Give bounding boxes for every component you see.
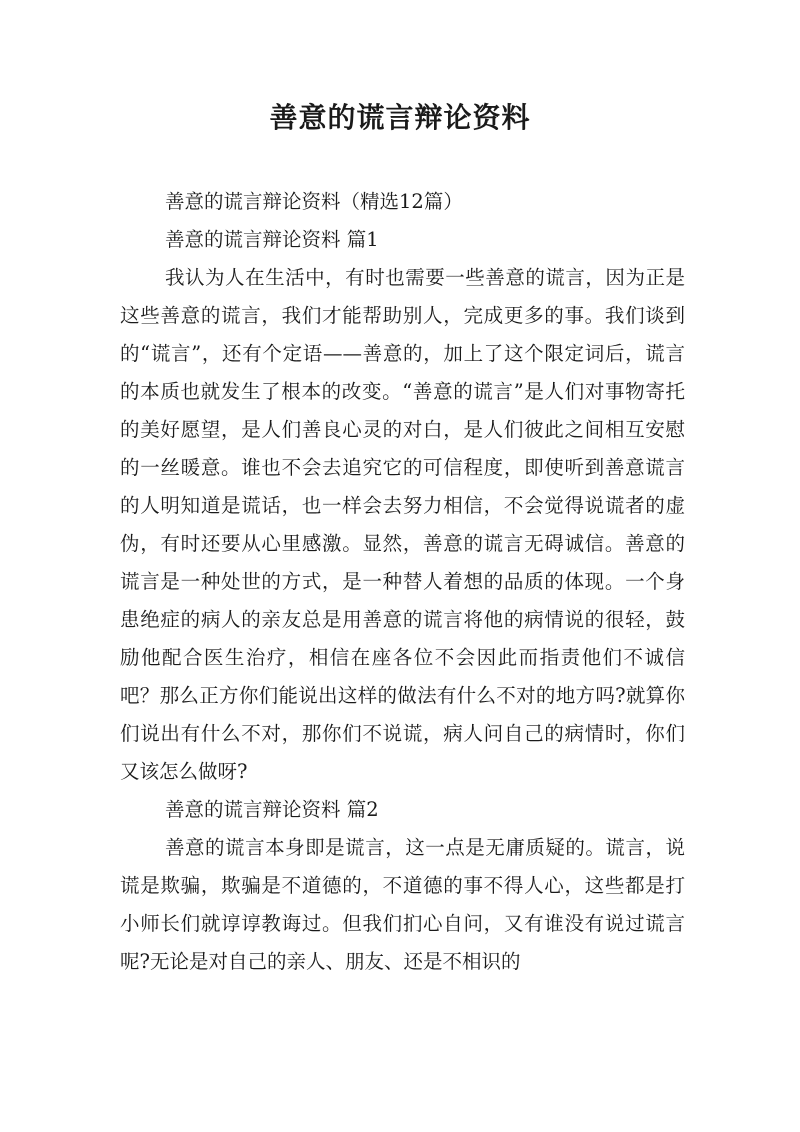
document-title: 善意的谎言辩论资料 <box>269 101 531 134</box>
section-paragraph: 善意的谎言本身即是谎言，这一点是无庸质疑的。谎言，说谎是欺骗，欺骗是不道德的，不道德的事不得人心，这些都是打小师长们就谆谆教诲过。但我们扪心自问，又有谁没有说过谎言呢?无论是对自己的亲人、朋友、还是不相识的 <box>120 836 685 973</box>
section-heading: 善意的谎言辩论资料 篇1 <box>165 228 379 251</box>
section-paragraph: 我认为人在生活中，有时也需要一些善意的谎言，因为正是这些善意的谎言，我们才能帮助别人，完成更多的事。我们谈到的“谎言”，还有个定语——善意的，加上了这个限定词后，谎言的本质也就发生了根本的改变。“善意的谎言”是人们对事物寄托的美好愿望，是人们善良心灵的对白，是人们彼此之间相互安慰的一丝暖意。谁也不会去追究它的可信程度，即使听到善意谎言的人明知道是谎话，也一样会去努力相信，不会觉得说谎者的虚伪，有时还要从心里感激。显然，善意的谎言无碍诚信。善意的谎言是一种处世的方式，是一种替人着想的品质的体现。一个身患绝症的病人的亲友总是用善意的谎言将他的病情说的很轻，鼓励他配合医生治疗，相信在座各位不会因此而指责他们不诚信吧？那么正方你们能说出这样的做法有什么不对的地方吗?就算你们说出有什么不对，那你们不说谎，病人问自己的病情时，你们又该怎么做呀? <box>120 266 685 783</box>
section-heading: 善意的谎言辩论资料 篇2 <box>165 798 379 821</box>
document-subtitle: 善意的谎言辩论资料（精选12篇） <box>165 190 463 213</box>
document-body <box>120 183 685 981</box>
